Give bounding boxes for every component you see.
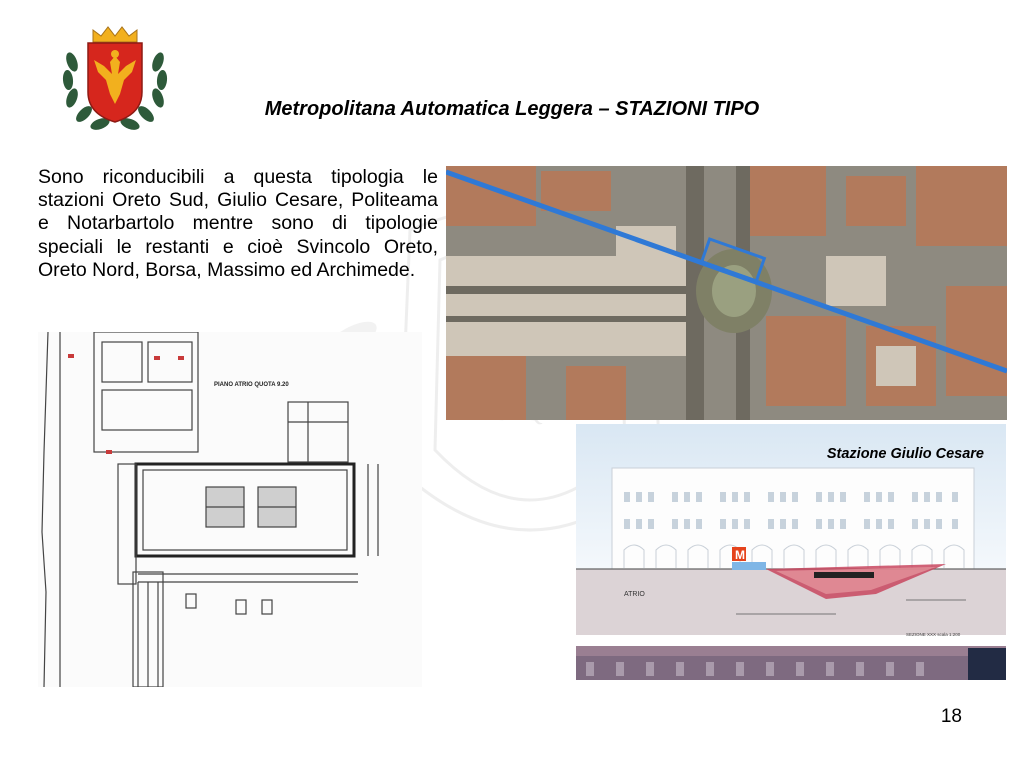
plan-title: PIANO ATRIO QUOTA 9.20	[214, 382, 289, 388]
slide-title: Metropolitana Automatica Leggera – STAZIONI TIPO	[264, 98, 760, 120]
station-floor-plan	[38, 332, 422, 687]
section-atrio-label: ATRIO	[624, 591, 645, 598]
station-section-drawing	[576, 424, 1006, 680]
section-caption: Stazione Giulio Cesare	[826, 446, 984, 462]
metro-sign: M	[735, 548, 745, 562]
body-text: Sono riconducibili a questa tipologia le stazioni Oreto Sud, Giulio Cesare, Politeama e Notarbartolo mentre sono di tipologie speciali le restanti e cioè Svincolo Oreto, Oreto Nord, Borsa, Massimo ed Archimede.	[38, 166, 438, 281]
aerial-photo	[446, 166, 1007, 420]
page-number: 18	[940, 706, 962, 727]
section-footer-label: SEZIONE XXX scala 1:200	[906, 632, 961, 637]
